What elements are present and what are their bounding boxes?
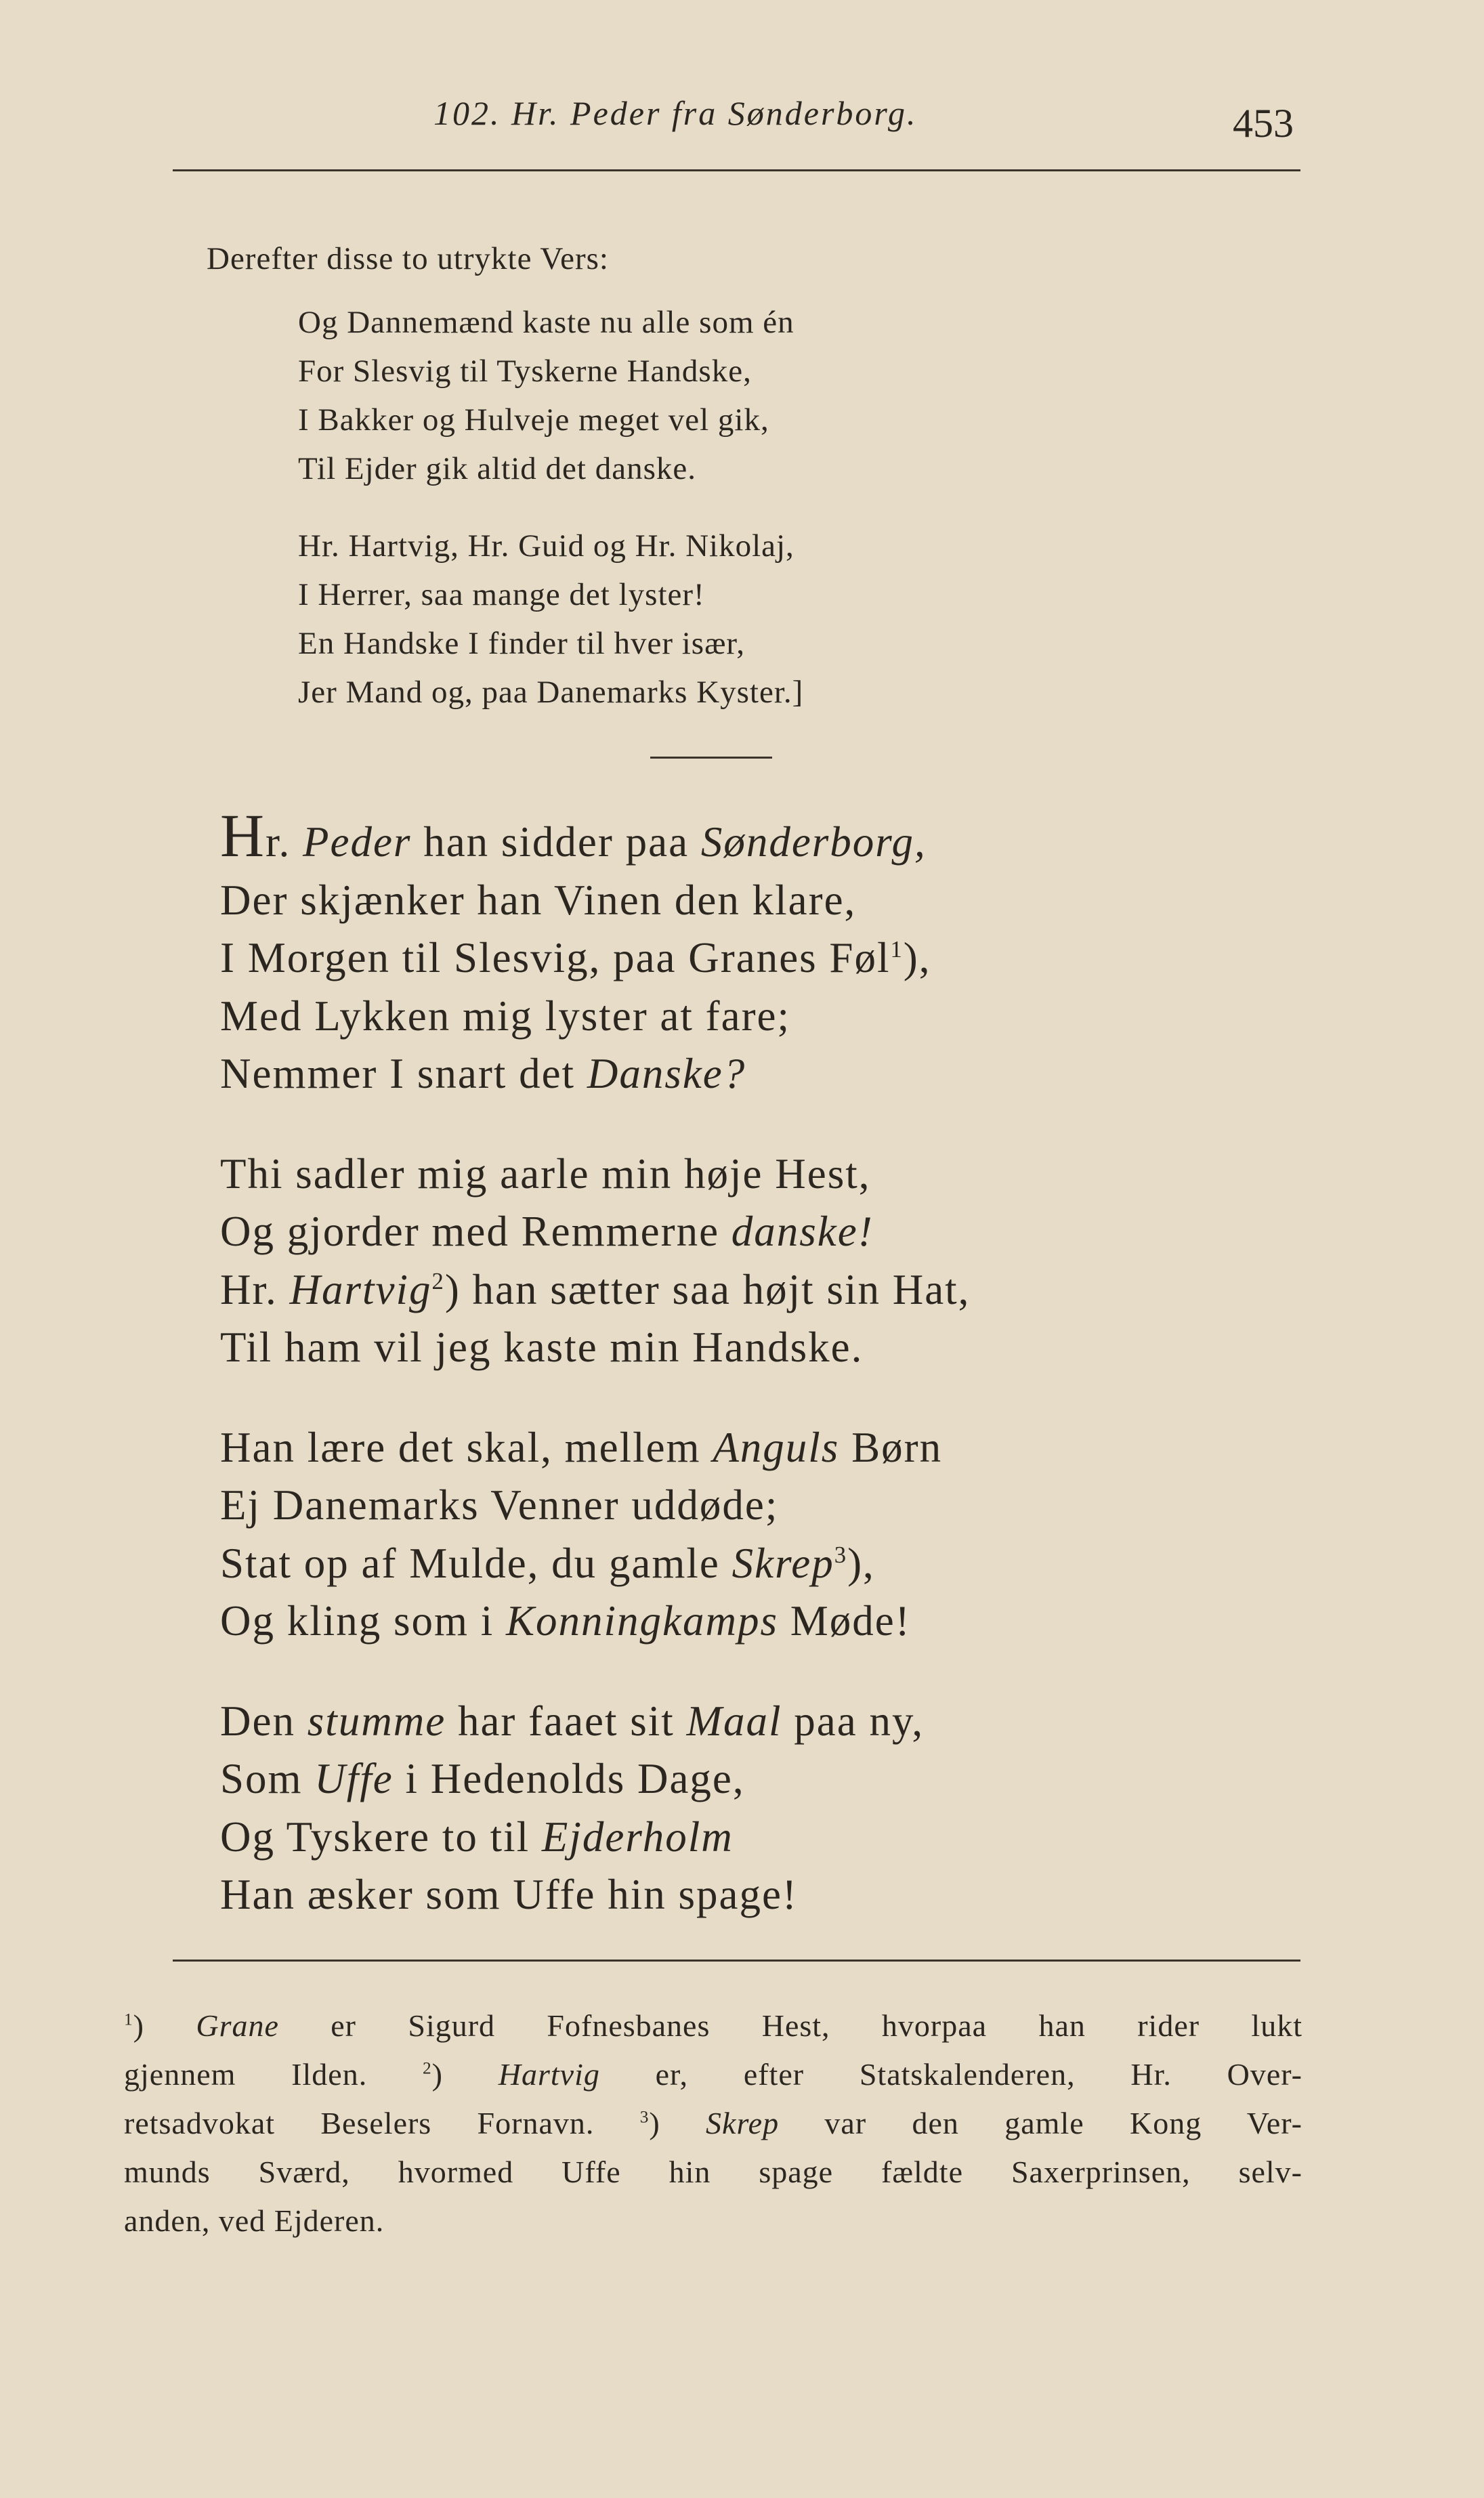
footnote-mark: 2 xyxy=(422,2058,432,2078)
poem-line: Hr. Hartvig$^2$) han sætter saa højt sin Hat, xyxy=(220,1265,971,1313)
footnote-line: anden, ved Ejderen. xyxy=(124,2203,385,2238)
poem-line: Ej Danemarks Venner uddøde; xyxy=(220,1481,779,1529)
poem-line: Stat op af Mulde, du gamle Skrep$^3$), xyxy=(220,1539,875,1587)
stanza-1 xyxy=(220,803,970,1103)
verse-line: Og Dannemænd kaste nu alle som én xyxy=(298,305,794,340)
footnotes xyxy=(124,2002,1302,2245)
footnote-line: $^1$) Grane er Sigurd Fofnesbanes Hest, hvorpaa han rider lukt xyxy=(124,2008,1302,2043)
poem-line: Thi sadler mig aarle min høje Hest, xyxy=(220,1149,871,1198)
footnote-ref: 2 xyxy=(431,1268,445,1294)
intro-verse-1 xyxy=(298,298,794,493)
intro-line: Derefter disse to utrykte Vers: xyxy=(207,241,609,276)
footnote-mark: 3 xyxy=(639,2107,650,2127)
footnote-mark: 1 xyxy=(124,2010,133,2029)
stanza-4 xyxy=(220,1693,970,1924)
poem-line: Han æsker som Uffe hin spage! xyxy=(220,1871,798,1918)
footnote-ref: 3 xyxy=(834,1542,848,1568)
page-number: 453 xyxy=(1233,101,1294,146)
footnote-line: retsadvokat Beselers Fornavn. $^3$) Skrep var den gamle Kong Ver- xyxy=(124,2106,1302,2140)
header-rule xyxy=(173,169,1300,171)
verse-line: En Handske I finder til hver især, xyxy=(298,626,745,661)
page-header xyxy=(0,87,1484,148)
poem-line: Den stumme har faaet sit Maal paa ny, xyxy=(220,1697,925,1745)
section-divider xyxy=(650,757,772,759)
poem xyxy=(220,803,971,1966)
poem-line: Der skjænker han Vinen den klare, xyxy=(220,876,857,924)
footnote-ref: 1 xyxy=(890,937,904,962)
verse-line: For Slesvig til Tyskerne Handske, xyxy=(298,354,752,389)
stanza-2 xyxy=(220,1145,970,1377)
footnote-rule xyxy=(173,1960,1300,1962)
footnote-line: munds Sværd, hvormed Uffe hin spage fældte Saxerprinsen, selv- xyxy=(124,2155,1302,2189)
poem-line: Og kling som i Konningkamps Møde! xyxy=(220,1597,911,1645)
poem-line: Som Uffe i Hedenolds Dage, xyxy=(220,1755,745,1802)
stanza-3 xyxy=(220,1419,970,1651)
poem-line: Med Lykken mig lyster at fare; xyxy=(220,992,791,1040)
poem-line: Hr. Peder han sidder paa Sønderborg, xyxy=(220,803,927,870)
verse-line: Til Ejder gik altid det danske. xyxy=(298,451,696,486)
verse-line: I Bakker og Hulveje meget vel gik, xyxy=(298,402,769,438)
poem-line: Nemmer I snart det Danske? xyxy=(220,1050,746,1097)
poem-line: I Morgen til Slesvig, paa Granes Føl$^1$), xyxy=(220,934,931,981)
verse-line: Hr. Hartvig, Hr. Guid og Hr. Nikolaj, xyxy=(298,528,794,564)
intro-verse-2 xyxy=(298,522,803,717)
footnote-line: gjennem Ilden. $^2$) Hartvig er, efter Statskalenderen, Hr. Over- xyxy=(124,2057,1302,2092)
verse-line: Jer Mand og, paa Danemarks Kyster.] xyxy=(298,675,804,710)
verse-line: I Herrer, saa mange det lyster! xyxy=(298,577,705,612)
poem-line: Og gjorder med Remmerne danske! xyxy=(220,1208,874,1255)
running-title: 102. Hr. Peder fra Sønderborg. xyxy=(433,94,918,132)
poem-line: Og Tyskere to til Ejderholm xyxy=(220,1813,734,1861)
poem-line: Han lære det skal, mellem Anguls Børn xyxy=(220,1423,943,1471)
drop-initial: H xyxy=(220,803,266,870)
poem-line: Til ham vil jeg kaste min Handske. xyxy=(220,1324,864,1371)
